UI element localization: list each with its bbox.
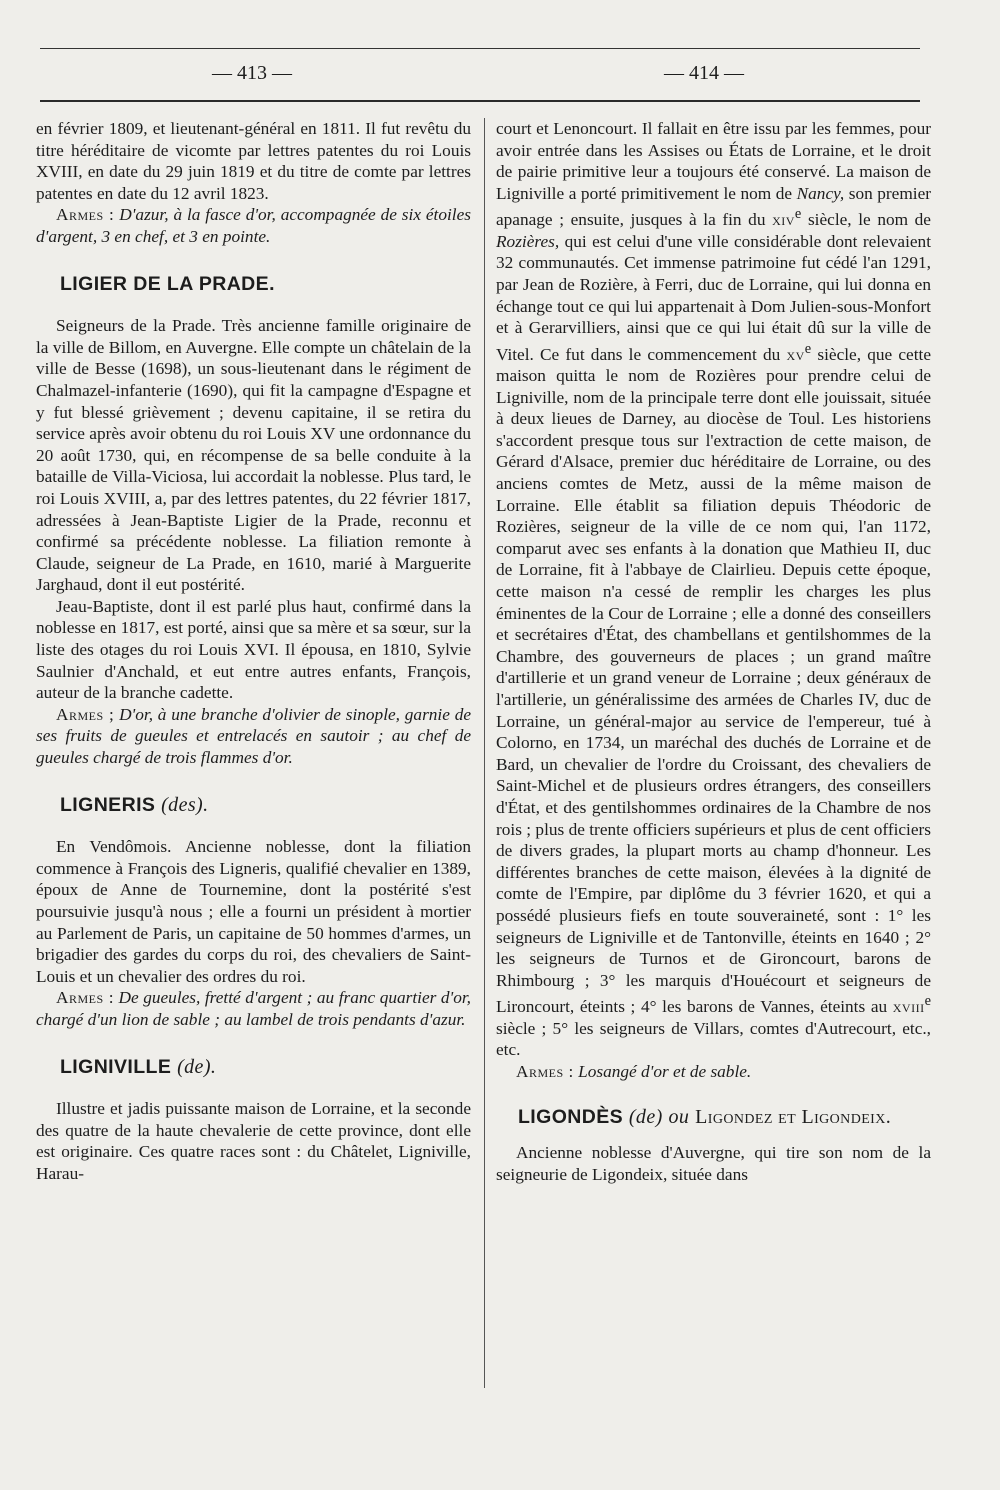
arms-label: Armes : [56, 988, 114, 1008]
paragraph: En Vendômois. Ancienne noblesse, dont la filiation commence à François des Ligneris, qualifié chevalier en 1389, époux de Anne de Tournemine, dont la postérité s'est poursuivie jusqu'à nous ; elle a fourni un président à mortier au Parlement de Paris, un capitaine de 50 hommes d'armes, un brigadier des gardes du corps du roi, des chevaliers de Saint-Louis et un chevalier des ordres du roi. [36, 837, 471, 986]
arms-label: Armes : [56, 205, 115, 225]
century-numeral: xv [786, 344, 805, 364]
arms-label: Armes : [516, 1061, 574, 1081]
arms-blazon: D'or, à une branche d'olivier de sinople, garnie de ses fruits de gueules et entrelacés en sautoir ; au chef de gueules chargé de trois flammes d'or. [36, 704, 472, 768]
text-run-italic: Nancy, [796, 183, 845, 203]
arms-paragraph [36, 704, 471, 769]
left-column [36, 118, 471, 1185]
entry-heading-or: ou [668, 1106, 690, 1129]
text-run: siècle ; 5° les seigneurs de Villars, comtes d'Autrecourt, etc., etc. [496, 1018, 931, 1060]
arms-label: Armes ; [56, 704, 115, 724]
page-number-right: — 414 — [664, 62, 744, 84]
paragraph: Ancienne noblesse d'Auvergne, qui tire son nom de la seigneurie de Ligondeix, située dans [496, 1143, 931, 1185]
header-rule [40, 100, 920, 102]
entry-heading-particle: (de). [177, 1055, 217, 1078]
paragraph: en février 1809, et lieutenant-général en 1811. Il fut revêtu du titre héréditaire de vicomte par lettres patentes du roi Louis XVIII, en date du 29 juin 1819 et du titre de comte par lettres patentes en date du 12 avril 1823. [36, 119, 471, 203]
text-run: siècle, que cette maison quitta le nom de Rozières pour prendre celui de Ligniville, nom de la principale terre dont elle jouissait, située à deux lieues de Darney, au diocèse de Toul. Les historiens s'accordent presque tous sur l'extraction de cette maison, de Gérard d'Alsace, premier duc héréditaire de Lorraine, ou des anciens comtes de Metz, aussi de la même maison de Lorraine. Elle établit sa filiation depuis Théodoric de Rozières, seigneur de la ville de ce nom qui, l'an 1172, comparut avec ses enfants à la donation que Mathieu II, duc de Lorraine, fit à l'abbaye de Clairlieu. Depuis cette époque, cette maison n'a cessé de remplir les charges les plus éminentes de la Cour de Lorraine ; elle a donné des conseillers et secrétaires d'État, des chambellans et gentilshommes de la Chambre, des gouverneurs de places ; un grand maître d'artillerie et un grand veneur de Lorraine ; deux généraux de l'artillerie, un généralissime des armées de Charles IV, duc de Lorraine, un général-major au service de l'empereur, tué à Colorno, en 1734, un maréchal des duchés de Lorraine et de Bard, un chevalier de l'ordre du Croissant, des chevaliers de Saint-Michel et de plusieurs ordres étrangers, des conseillers d'État, et des gentilshommes ordinaires de la Chambre de nos rois ; plus de trente officiers supérieurs et plus de cent officiers de divers grades, la plupart morts au champ d'honneur. Les différentes branches de cette maison, élevées à la dignité de comte de l'Empire, par diplôme du 3 février 1620, et qui a possédé plusieurs fiefs en toute souveraineté, sont : 1° les seigneurs de Ligniville et de Tantonville, éteints en 1640 ; 2° les seigneurs de Turnos et de Gironcourt, barons de Rhimbourg ; 3° les marquis d'Houécourt et seigneurs de Lironcourt, éteints ; 4° les barons de Vannes, éteints au [496, 344, 932, 1017]
entry-heading-name: LIGIER DE LA PRADE. [60, 272, 275, 295]
column-divider [484, 118, 485, 1388]
page-number-left: — 413 — [212, 62, 292, 84]
century-numeral: xviii [892, 997, 925, 1017]
paragraph: Seigneurs de la Prade. Très ancienne famille originaire de la ville de Billom, en Auvergne. Elle compte un châtelain de la ville de Besse (1698), un sous-lieutenant dans le régiment de Chalmazel-infanterie (1690), qui fit la campagne d'Espagne et y fut blessé grièvement ; devenu capitaine, il se retira du service après avoir obtenu du roi Louis XV une ordonnance du 20 août 1730, qui, en récompense de sa belle conduite à la bataille de Villa-Viciosa, lui accordait la noblesse. Plus tard, le roi Louis XVIII, a, par des lettres patentes, du 22 février 1817, adressées à Jean-Baptiste Ligier de la Prade, reconnu et confirmé sa précédente noblesse. La filiation remonte à Claude, seigneur de La Prade, en 1610, marié à Marguerite Jarghaud, dont il eut postérité. [36, 316, 471, 595]
text-run: son premier apanage ; ensuite, jusques à la fin du [496, 183, 932, 230]
text-run-italic: Rozières, [496, 231, 560, 251]
top-rule [40, 48, 920, 49]
entry-heading [518, 1104, 931, 1130]
entry-heading-particle: (des). [161, 793, 209, 816]
entry-heading-name: LIGONDÈS [518, 1106, 624, 1129]
entry-heading [60, 274, 471, 296]
entry-heading-alternate: Ligondez et Ligondeix. [695, 1106, 892, 1129]
text-run: court et Lenoncourt. Il fallait en être issu par les femmes, pour avoir entrée dans les Assises ou États de Lorraine, et le droit de pairie primitive leur a toujours été conservé. La maison de Ligniville a porté primitivement le nom de [496, 119, 931, 203]
entry-heading-particle: (de) [628, 1106, 663, 1129]
entry-heading-name: LIGNERIS [60, 793, 156, 816]
arms-blazon: De gueules, fretté d'argent ; au franc quartier d'or, chargé d'un lion de sable ; au lambel de trois pendants d'azur. [36, 988, 472, 1029]
paragraph: Jeau-Baptiste, dont il est parlé plus haut, confirmé dans la noblesse en 1817, est porté, ainsi que sa mère et sa sœur, sur la liste des otages du roi Louis XVI. Il épousa, en 1810, Sylvie Saulnier d'Anchald, et eut entre autres enfants, François, auteur de la branche cadette. [36, 596, 471, 703]
entry-heading-name: LIGNIVILLE [60, 1055, 172, 1078]
paragraph: Illustre et jadis puissante maison de Lorraine, et la seconde des quatre de la haute chevalerie de cette province, dont elle est originaire. Ces quatre races sont : du Châtelet, Ligniville, Harau- [36, 1099, 471, 1183]
right-column [496, 118, 931, 1186]
arms-blazon: D'azur, à la fasce d'or, accompagnée de six étoiles d'argent, 3 en chef, et 3 en pointe. [36, 205, 471, 246]
arms-blazon: Losangé d'or et de sable. [578, 1061, 752, 1081]
entry-heading [60, 795, 471, 817]
arms-paragraph [36, 204, 471, 247]
text-run: siècle, le nom de [807, 210, 931, 230]
arms-paragraph [496, 1061, 931, 1083]
entry-heading [60, 1057, 471, 1079]
century-numeral: xiv [772, 210, 795, 230]
paragraph: court et Lenoncourt. Il fallait en être issu par les femmes, pour avoir entrée dans les Assises ou États de Lorraine, et le droit de pairie primitive leur a toujours été conservé. La maison de Ligniville a porté primitivement le nom de Nancy, son premier apanage ; ensuite, jusques à la fin du xiv$^e$ siècle, le nom de Rozières, qui est celui d'une ville considérable dont relevaient 32 communautés. Cet immense patrimoine fut cédé l'an 1291, par Jean de Rozière, à Ferri, duc de Lorraine, qui lui donna en échange tout ce qui lui appartenait à Dom Julien-sous-Monfort et à Gerarvilliers, ainsi que ce qui lui était dû sur la ville de Vitel. Ce fut dans le commencement du $xv^e$ siècle, que cette maison quitta le nom de Rozières pour prendre celui de Ligniville, nom de la principale terre dont elle jouissait, située à deux lieues de Darney, au diocèse de Toul. Les historiens s'accordent presque tous sur l'extraction de cette maison, de Gérard d'Alsace, premier duc héréditaire de Lorraine, ou des anciens comtes de Metz, aussi de la même maison de Lorraine. Elle établit sa filiation depuis Théodoric de Rozières, seigneur de la ville de ce nom qui, l'an 1172, comparut avec ses enfants à la donation que Mathieu II, duc de Lorraine, fit à l'abbaye de Clairlieu. Depuis cette époque, cette maison n'a cessé de remplir les charges les plus éminentes de la Cour de Lorraine ; elle a donné des conseillers et secrétaires d'État, des chambellans et gentilshommes de la Chambre, des gouverneurs de places ; un grand maître d'artillerie et un grand veneur de Lorraine ; deux généraux de l'artillerie, un généralissime des armées de Charles IV, duc de Lorraine, un général-major au service de l'empereur, tué à Colorno, en 1734, un maréchal des duchés de Lorraine et de Bard, un chevalier de l'ordre du Croissant, des chevaliers de Saint-Michel et de plusieurs ordres étrangers, des conseillers d'État, et des gentilshommes ordinaires de la Chambre de nos rois ; plus de trente officiers supérieurs et plus de cent officiers de divers grades, la plupart morts au champ d'honneur. Les différentes branches de cette maison, élevées à la dignité de comte de l'Empire, par diplôme du 3 février 1620, et qui a possédé plusieurs fiefs en toute souveraineté, sont : 1° les seigneurs de Ligniville et de Tantonville, éteints en 1640 ; 2° les seigneurs de Turnos et de Gironcourt, barons de Rhimbourg ; 3° les marquis d'Houécourt et seigneurs de Lironcourt, éteints ; 4° les barons de Vannes, éteints au xviii$^e$ siècle ; 5° les seigneurs de Villars, comtes d'Autrecourt, etc., etc. [496, 119, 932, 1060]
text-run: qui est celui d'une ville considérable dont relevaient 32 communautés. Cet immense patrimoine fut cédé l'an 1291, par Jean de Rozière, à Ferri, duc de Lorraine, qui lui donna en échange tout ce qui lui appartenait à Dom Julien-sous-Monfort et à Gerarvilliers, ainsi que ce qui lui était dû sur la ville de Vitel. Ce fut dans le commencement du [496, 231, 931, 364]
arms-paragraph [36, 987, 471, 1030]
